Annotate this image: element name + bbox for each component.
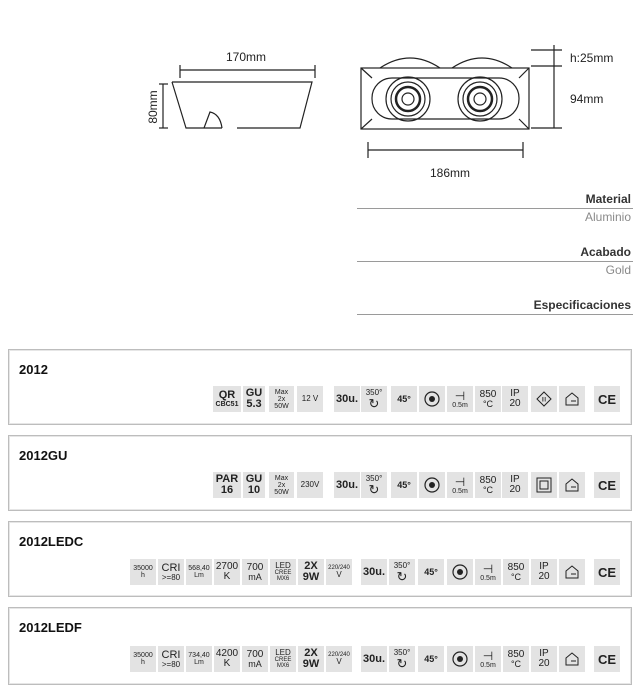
product-code: 2012LEDC [19, 534, 84, 549]
tilt-45-icon: 45° [391, 386, 417, 412]
voltage-icon: 230V [297, 472, 323, 498]
rotation-350-icon: 350° ↻ [361, 472, 387, 498]
lamp-type-icon: QR CBC51 [213, 386, 241, 412]
temperature-icon: 850 °C [475, 472, 501, 498]
specifications-label: Especificaciones [533, 298, 631, 312]
voltage-icon: 220/240 V [326, 559, 352, 585]
led-power-icon: 2X 9W [298, 646, 324, 672]
class-ii-icon [531, 472, 557, 498]
lifetime-icon: 35000 h [130, 646, 156, 672]
lamp-type-icon: PAR 16 [213, 472, 241, 498]
led-power-icon: 2X 9W [298, 559, 324, 585]
led-chip-icon: LED CREE MX6 [270, 646, 296, 672]
length-dimension: 186mm [429, 166, 471, 180]
rotation-350-icon: 350° ↻ [389, 646, 415, 672]
ce-mark-icon: CE [594, 559, 620, 585]
current-icon: 700 mA [242, 646, 268, 672]
side-profile-outline [172, 82, 312, 128]
top-height-dimension: h:25mm [570, 51, 614, 65]
distance-icon: ⊣ 0.5m [475, 646, 501, 672]
color-temperature-icon: 2700 K [214, 559, 240, 585]
ip-rating-icon: IP 20 [531, 646, 557, 672]
finish-label: Acabado [580, 245, 631, 259]
rotation-350-icon: 350° ↻ [361, 386, 387, 412]
side-profile-notch [204, 112, 222, 128]
width-dimension: 170mm [225, 50, 267, 64]
power-icon: Max 2x 50W [269, 386, 294, 412]
product-card-2012ledc [8, 521, 632, 597]
units-per-box-icon: 30u. [334, 386, 360, 412]
recessed-install-icon [559, 559, 585, 585]
product-card-2012 [8, 349, 632, 425]
svg-text:III: III [541, 397, 547, 404]
voltage-icon: 220/240 V [326, 646, 352, 672]
product-code: 2012 [19, 362, 48, 377]
material-label: Material [585, 192, 631, 206]
distance-icon: ⊣ 0.5m [447, 472, 473, 498]
recessed-install-icon [559, 472, 585, 498]
height-dimension: 80mm [146, 90, 160, 124]
distance-icon: ⊣ 0.5m [475, 559, 501, 585]
divider [357, 261, 633, 262]
distance-icon: ⊣ 0.5m [447, 386, 473, 412]
divider [357, 208, 633, 209]
spotlight-icon [447, 559, 473, 585]
temperature-icon: 850 °C [475, 386, 501, 412]
voltage-icon: 12 V [297, 386, 323, 412]
ip-rating-icon: IP 20 [502, 472, 528, 498]
temperature-icon: 850 °C [503, 646, 529, 672]
cri-icon: CRI >=80 [158, 559, 184, 585]
spotlight-icon [419, 386, 445, 412]
recessed-install-icon [559, 386, 585, 412]
product-card-2012gu [8, 435, 632, 511]
color-temperature-icon: 4200 K [214, 646, 240, 672]
product-code: 2012GU [19, 448, 68, 463]
tilt-45-icon: 45° [391, 472, 417, 498]
base-type-icon: GU 5.3 [243, 386, 265, 412]
units-per-box-icon: 30u. [361, 646, 387, 672]
tilt-45-icon: 45° [418, 646, 444, 672]
lumens-icon: 734,40 Lm [186, 646, 212, 672]
ce-mark-icon: CE [594, 386, 620, 412]
spec-specifications [357, 298, 633, 315]
ce-mark-icon: CE [594, 646, 620, 672]
depth-dimension: 94mm [570, 92, 604, 106]
technical-drawing [0, 0, 643, 195]
material-value: Aluminio [584, 210, 631, 224]
divider [357, 314, 633, 315]
units-per-box-icon: 30u. [361, 559, 387, 585]
lumens-icon: 568,40 Lm [186, 559, 212, 585]
class-iii-icon [531, 386, 557, 412]
rotation-350-icon: 350° ↻ [389, 559, 415, 585]
lifetime-icon: 35000 h [130, 559, 156, 585]
product-code: 2012LEDF [19, 620, 82, 635]
ip-rating-icon: IP 20 [502, 386, 528, 412]
base-type-icon: GU 10 [243, 472, 265, 498]
cri-icon: CRI >=80 [158, 646, 184, 672]
product-card-2012ledf [8, 607, 632, 685]
ce-mark-icon: CE [594, 472, 620, 498]
units-per-box-icon: 30u. [334, 472, 360, 498]
finish-value: Gold [605, 263, 631, 277]
current-icon: 700 mA [242, 559, 268, 585]
spec-finish [357, 245, 633, 277]
spec-material [357, 192, 633, 224]
recessed-install-icon [559, 646, 585, 672]
ip-rating-icon: IP 20 [531, 559, 557, 585]
led-chip-icon: LED CREE MX6 [270, 559, 296, 585]
tilt-45-icon: 45° [418, 559, 444, 585]
power-icon: Max 2x 50W [269, 472, 294, 498]
spotlight-icon [447, 646, 473, 672]
temperature-icon: 850 °C [503, 559, 529, 585]
spotlight-icon [419, 472, 445, 498]
